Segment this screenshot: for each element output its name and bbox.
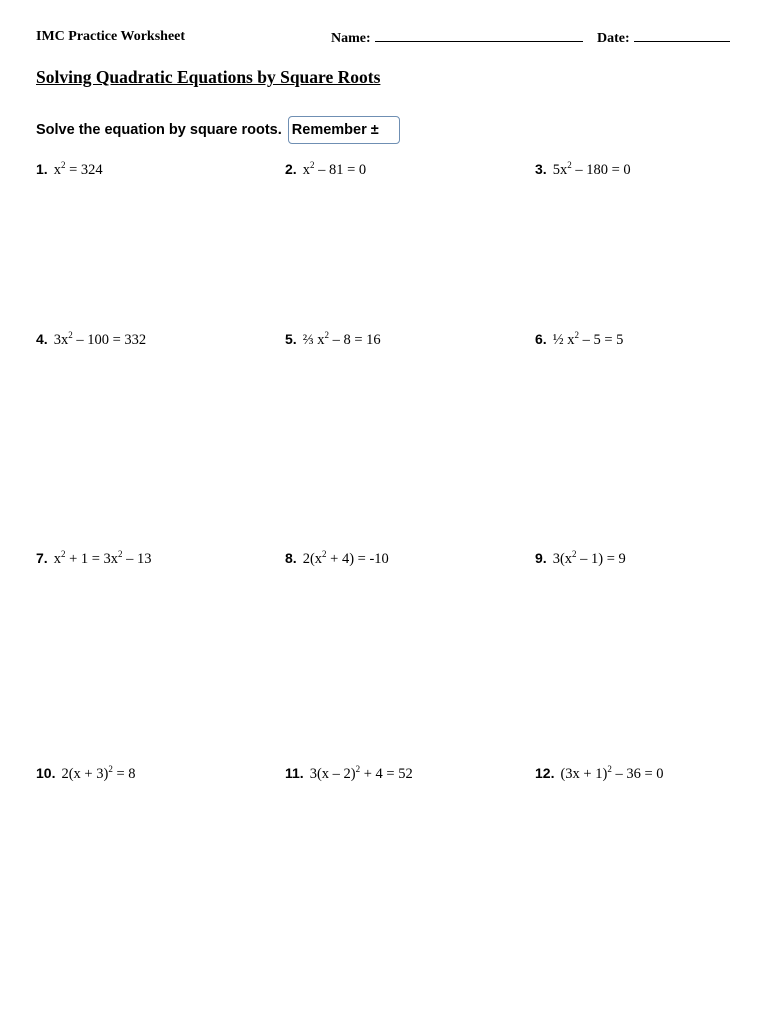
problem-number: 11. xyxy=(285,764,304,781)
problem-number: 6. xyxy=(535,330,547,347)
problem-number: 1. xyxy=(36,160,48,177)
date-blank-line xyxy=(634,29,730,42)
problem-equation: ½ $x^2 - 5 = 5$ xyxy=(552,330,624,348)
problem-2 xyxy=(285,160,366,179)
remember-note: Remember ± xyxy=(291,122,379,138)
problem-number: 3. xyxy=(535,160,547,177)
problem-equation: $x^2 = 324$ xyxy=(53,160,103,178)
name-label: Name: xyxy=(331,31,371,46)
problem-equation: $(3x + 1)^2 - 36 = 0$ xyxy=(560,764,664,782)
problem-equation: $x^2 - 81 = 0$ xyxy=(302,160,367,178)
problem-9 xyxy=(535,549,626,568)
remember-note-box xyxy=(288,116,400,144)
problem-number: 9. xyxy=(535,549,547,566)
problem-6 xyxy=(535,330,623,349)
problem-5 xyxy=(285,330,381,349)
problem-12 xyxy=(535,764,664,783)
problem-number: 12. xyxy=(535,764,555,781)
problem-10 xyxy=(36,764,136,783)
instruction-line xyxy=(36,116,400,144)
worksheet-header xyxy=(0,29,770,49)
name-field xyxy=(331,29,583,47)
problem-equation: $3(x^2 - 1) = 9$ xyxy=(552,549,626,567)
problem-11 xyxy=(285,764,413,783)
problem-equation: 3(x – 2)$^2$ + 4 = 52 xyxy=(309,764,413,782)
problem-equation: $3x^2 - 100 = 332$ xyxy=(53,330,147,348)
problem-equation: ⅔ $x^2 - 8 = 16$ xyxy=(302,330,381,348)
problem-number: 8. xyxy=(285,549,297,566)
name-blank-line xyxy=(375,29,583,42)
worksheet-label: IMC Practice Worksheet xyxy=(36,29,186,44)
problem-1 xyxy=(36,160,103,179)
problem-number: 5. xyxy=(285,330,297,347)
problem-equation: $x^2 + 1 = 3x^2 - 13$ xyxy=(53,549,152,567)
problem-3 xyxy=(535,160,631,179)
problem-number: 7. xyxy=(36,549,48,566)
problem-equation: $2(x^2 + 4) = -10$ xyxy=(302,549,389,567)
problem-number: 10. xyxy=(36,764,56,781)
instruction-text: Solve the equation by square roots. xyxy=(36,122,282,138)
worksheet-title: Solving Quadratic Equations by Square Roots xyxy=(36,67,381,87)
problem-number: 4. xyxy=(36,330,48,347)
problem-8 xyxy=(285,549,389,568)
problem-equation: $5x^2 - 180 = 0$ xyxy=(552,160,631,178)
problem-equation: $2(x + 3)^2 = 8$ xyxy=(61,764,136,782)
problem-4 xyxy=(36,330,146,349)
problem-7 xyxy=(36,549,152,568)
date-label: Date: xyxy=(597,31,630,46)
date-field xyxy=(597,29,730,47)
problem-number: 2. xyxy=(285,160,297,177)
